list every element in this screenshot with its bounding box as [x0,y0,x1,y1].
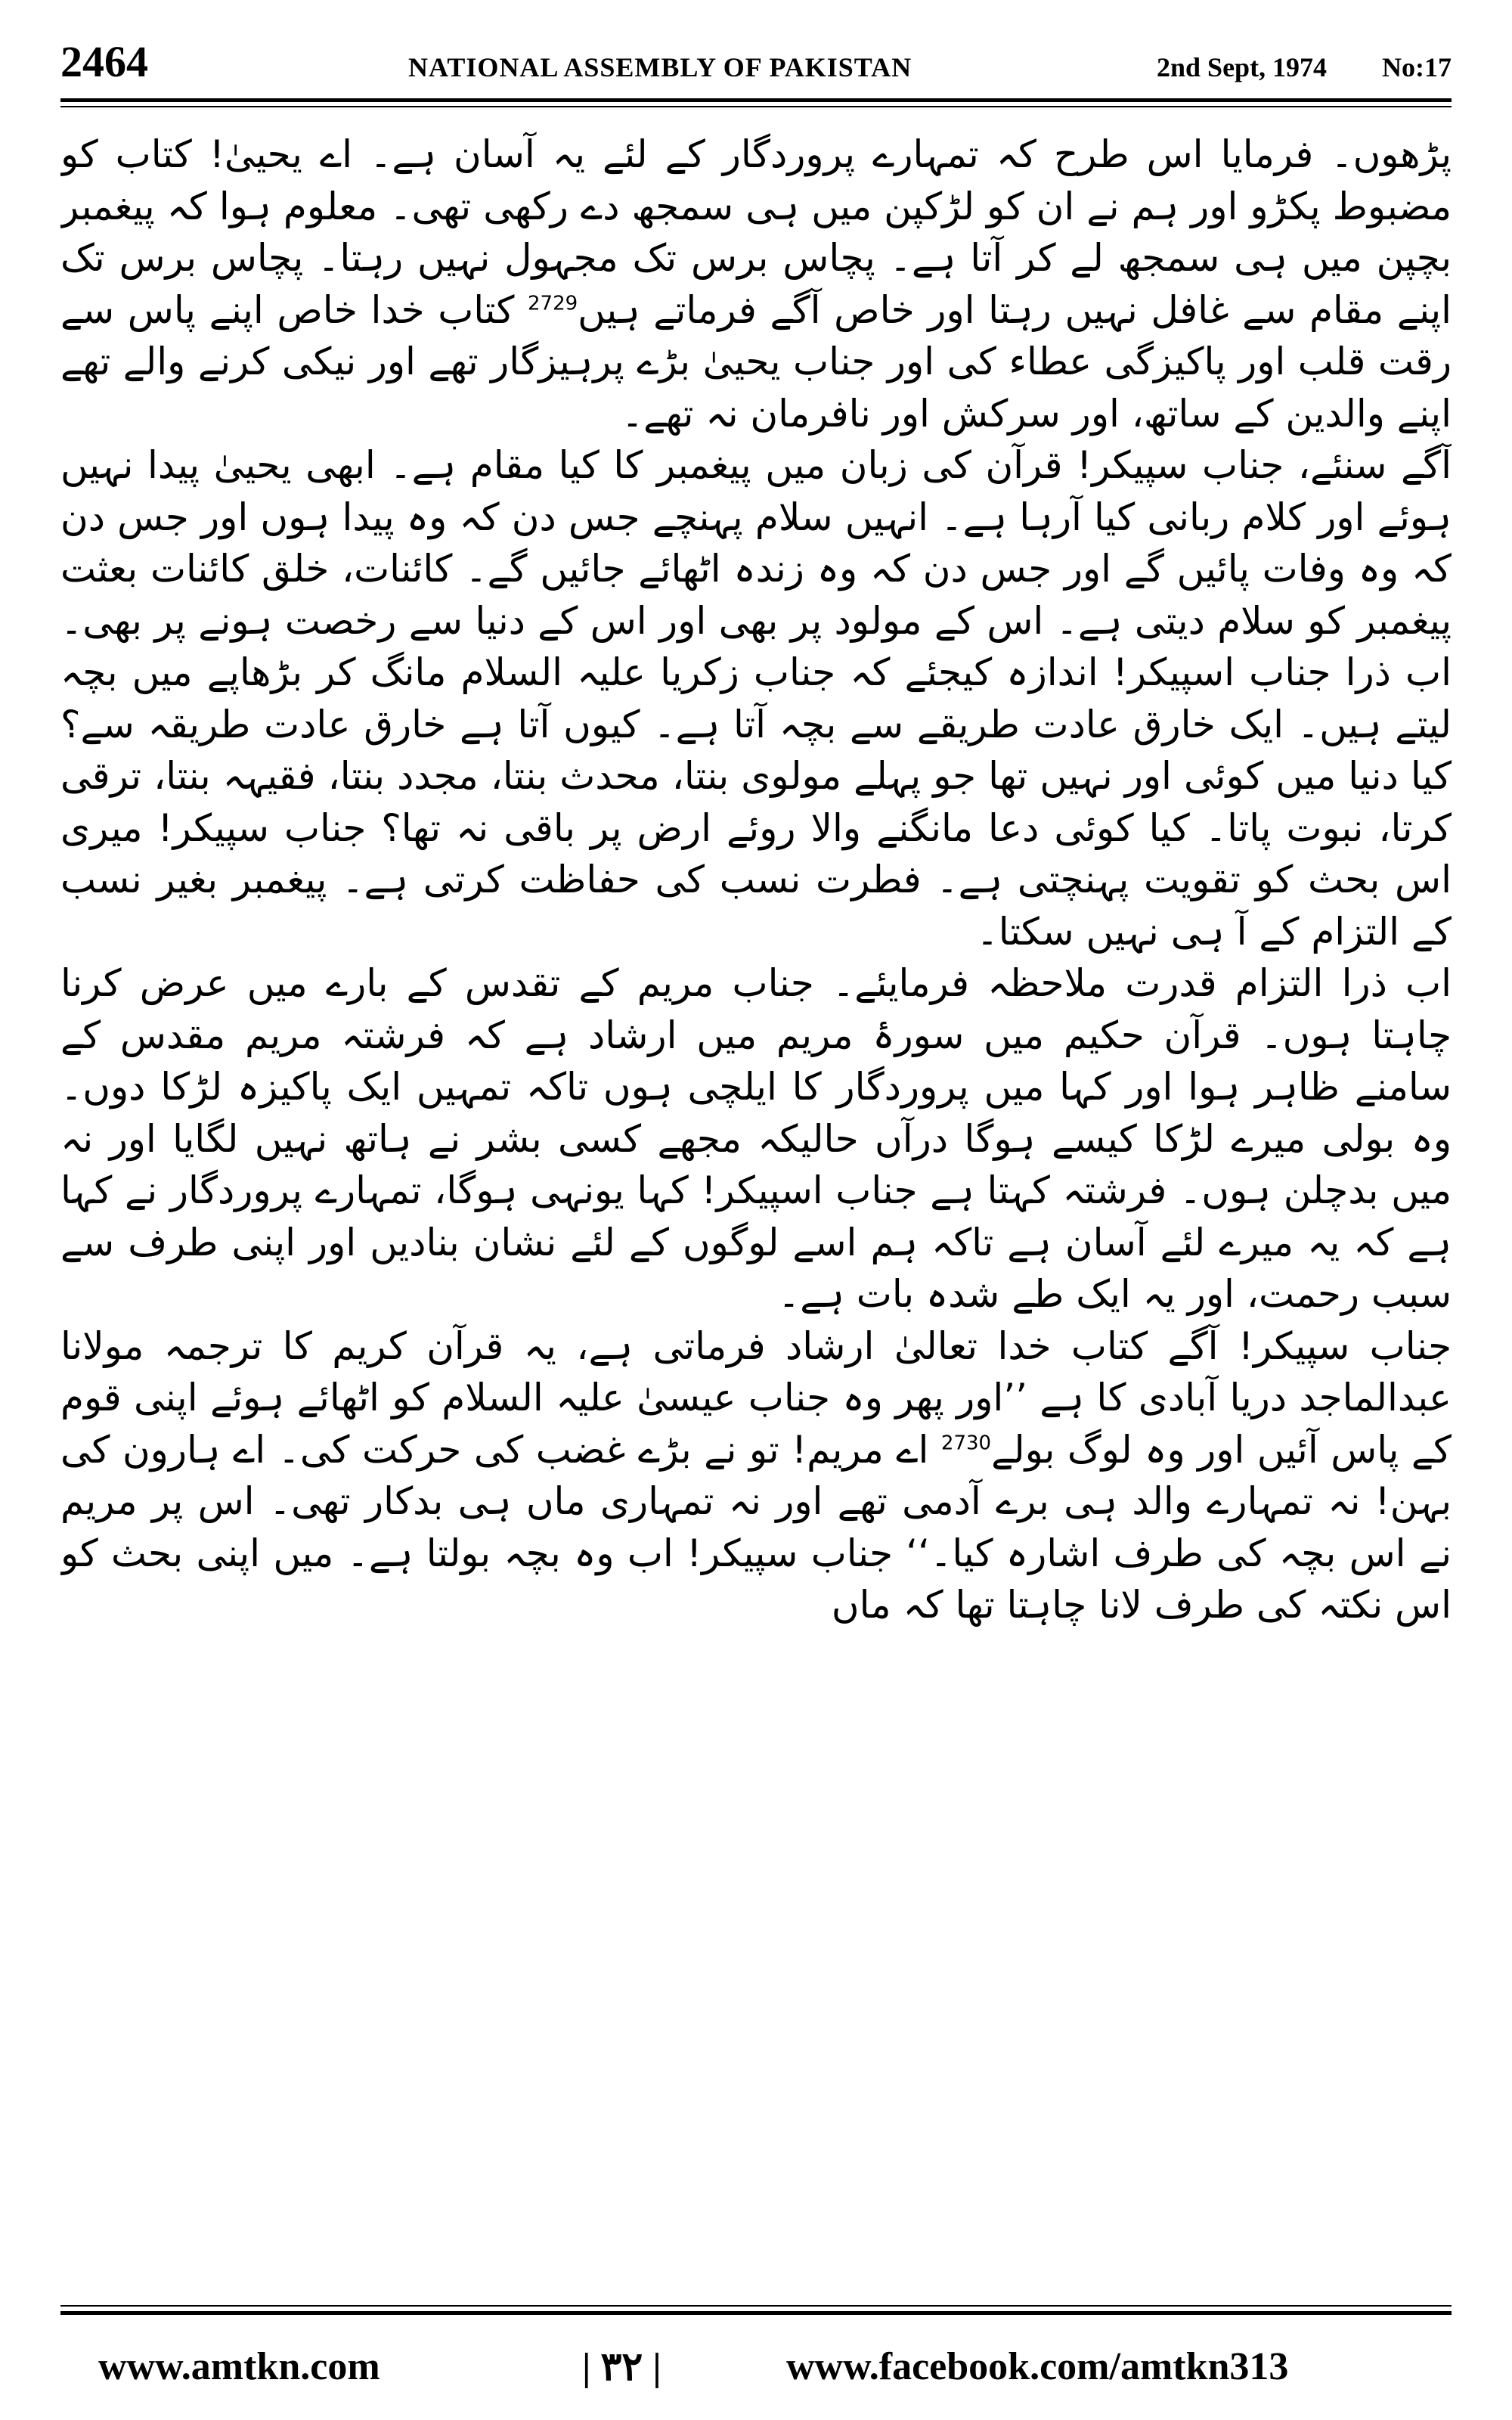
session-date: 2nd Sept, 1974 [1157,52,1328,82]
page-header [60,30,1452,98]
document-body [60,129,1452,2291]
paragraph-4 [60,1320,1452,1631]
paragraph-4-text-a: جناب سپیکر! آگے کتاب خدا تعالیٰ ارشاد فرماتی ہے، یہ قرآن کریم کا ترجمہ مولانا عبدالماجد دریا آبادی کا ہے ’’اور پھر وہ جناب عیسیٰ علیہ السلام کو اٹھائے ہوئے اپنی قوم کے پاس آئیں اور وہ لوگ بولے [60,1323,1452,1472]
paragraph-4-text-b: اے مریم! تو نے بڑے غضب کی حرکت کی۔ اے ہارون کی بہن! نہ تمہارے والد ہی برے آدمی تھے اور نہ تمہاری ماں ہی بدکار تھی۔ اس پر مریم نے اس بچہ کی طرف اشارہ کیا۔‘‘ جناب سپیکر! اب وہ بچہ بولتا ہے۔ میں اپنی بحث کو اس نکتہ کی طرف لانا چاہتا تھا کہ ماں [60,1427,1452,1627]
facebook-link[interactable]: www.facebook.com/amtkn313 [786,2345,1289,2388]
footer-page-number: | ۳۲ | [582,2346,662,2389]
issue-number: No:17 [1382,52,1452,82]
footnote-marker-2729: 2729 [528,291,578,315]
footer-rule-thin [60,2305,1452,2307]
footnote-marker-2730: 2730 [940,1431,992,1454]
header-rule-thin [60,106,1452,107]
page-number: 2464 [60,37,148,86]
paragraph-3: اب ذرا التزام قدرت ملاحظہ فرمایئے۔ جناب مریم کے تقدس کے بارے میں عرض کرنا چاہتا ہوں۔ قرآن حکیم میں سورۂ مریم میں ارشاد ہے کہ فرشتہ مریم مقدس کے سامنے ظاہر ہوا اور کہا میں پروردگار کا ایلچی ہوں تاکہ تمہیں ایک پاکیزہ لڑکا دوں۔ وہ بولی میرے لڑکا کیسے ہوگا درآں حالیکہ مجھے کسی بشر نے ہاتھ نہیں لگایا اور نہ میں بدچلن ہوں۔ فرشتہ کہتا ہے جناب اسپیکر! کہا یونہی ہوگا، تمہارے پروردگار نے کہا ہے کہ یہ میرے لئے آسان ہے تاکہ ہم اسے لوگوں کے لئے نشان بنادیں اور اپنی طرف سے سبب رحمت، اور یہ ایک طے شدہ بات ہے۔ [60,961,1452,1316]
paragraph-1 [60,129,1452,439]
paragraph-2: آگے سنئے، جناب سپیکر! قرآن کی زبان میں پیغمبر کا کیا مقام ہے۔ ابھی یحییٰ پیدا نہیں ہوئے اور کلام ربانی کیا آرہا ہے۔ انہیں سلام پہنچے جس دن کہ وہ پیدا ہوں اور جس دن کہ وہ وفات پائیں گے اور جس دن کہ وہ زندہ اٹھائے جائیں گے۔ کائنات، خلق کائنات بعثت پیغمبر کو سلام دیتی ہے۔ اس کے مولود پر بھی اور اس کے دنیا سے رخصت ہونے پر بھی۔ اب ذرا جناب اسپیکر! اندازہ کیجئے کہ جناب زکریا علیہ السلام مانگ کر بڑھاپے میں بچہ لیتے ہیں۔ ایک خارق عادت طریقے سے بچہ آتا ہے۔ کیوں آتا ہے خارق عادت طریقہ سے؟ کیا دنیا میں کوئی اور نہیں تھا جو پہلے مولوی بنتا، محدث بنتا، مجدد بنتا، فقیہہ بنتا، ترقی کرتا، نبوت پاتا۔ کیا کوئی دعا مانگنے والا روئے ارض پر باقی نہ تھا؟ جناب سپیکر! میری اس بحث کو تقویت پہنچتی ہے۔ فطرت نسب کی حفاظت کرتی ہے۔ پیغمبر بغیر نسب کے التزام کے آ ہی نہیں سکتا۔ [60,443,1452,954]
website-link[interactable]: www.amtkn.com [98,2345,380,2388]
footer-rule-thick [60,2311,1452,2315]
paragraph-1-text-a: پڑھوں۔ فرمایا اس طرح کہ تمہارے پروردگار کے لئے یہ آسان ہے۔ اے یحییٰ! کتاب کو مضبوط پکڑو اور ہم نے ان کو لڑکپن میں ہی سمجھ دے رکھی تھی۔ معلوم ہوا کہ پیغمبر بچپن میں ہی سمجھ لے کر آتا ہے۔ پچاس برس تک مجہول نہیں رہتا۔ پچاس برس تک اپنے مقام سے غافل نہیں رہتا اور خاص آگے فرماتے ہیں [60,132,1452,332]
paragraph-1-text-b: کتاب خدا خاص اپنے پاس سے رقت قلب اور پاکیزگی عطاء کی اور جناب یحییٰ بڑے پرہیزگار تھے اور نیکی کرنے والے تھے اپنے والدین کے ساتھ، اور سرکش اور نافرمان نہ تھے۔ [60,287,1452,436]
publication-title: NATIONAL ASSEMBLY OF PAKISTAN [408,52,912,82]
page-footer [60,2337,1452,2397]
header-rule-thick [60,98,1452,102]
